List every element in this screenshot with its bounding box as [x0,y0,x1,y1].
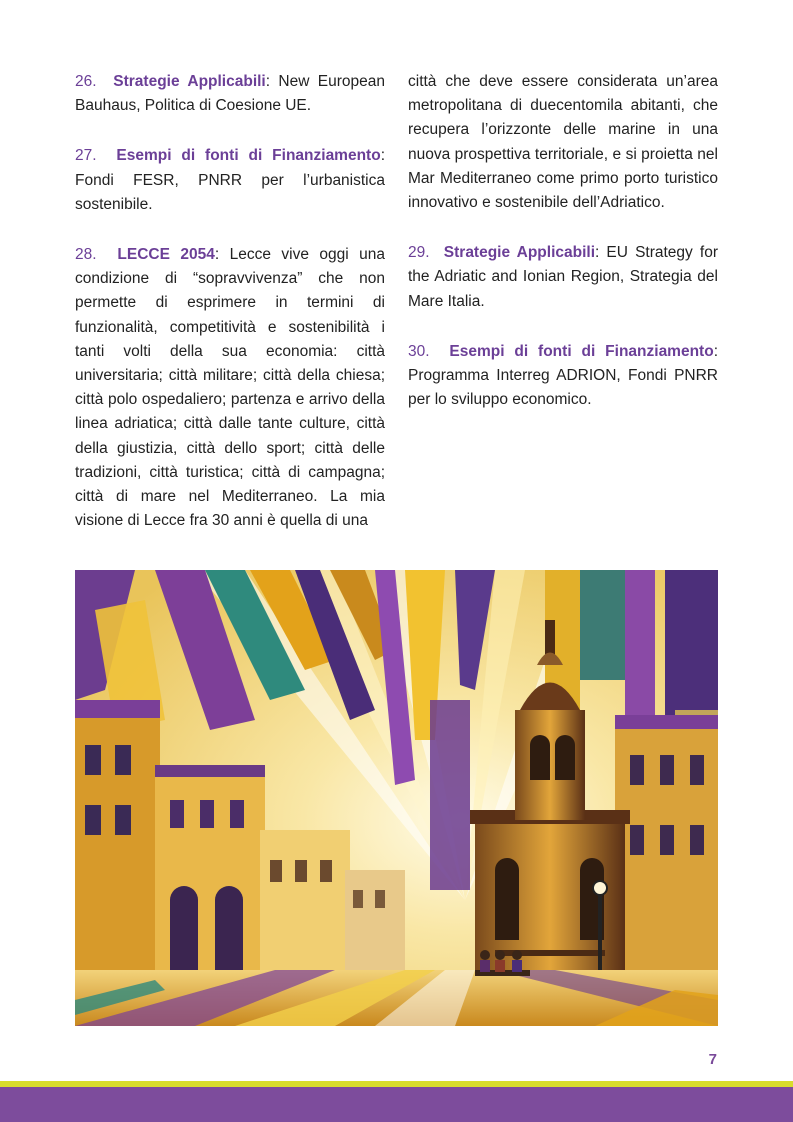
paragraph-heading: Esempi di fonti di Finanziamento [116,147,381,165]
illustration-canvas [75,570,718,1026]
paragraph-heading: Strategie Applicabili [443,244,596,262]
paragraph-27 [75,144,385,217]
paragraph-number: 27. [75,147,97,165]
paragraph-heading: Strategie Applicabili [113,73,266,90]
paragraph-number: 28. [75,246,97,264]
left-column [75,70,385,533]
paragraph-number: 26. [75,73,97,90]
paragraph-text: : Lecce vive oggi una condizione di “sopravvivenza” che non permette di esprimere in termini di funzionalità, competitività e sostenibilità i tanti volti della sua economia: città universitaria; città militare; città della chiesa; città polo ospedaliero; partenza e arrivo della linea adriatica; città dalle tante culture, città della giustizia, città dello sport; città delle tradizioni, città turistica; città di campagna; città di mare nel Mediterraneo. La mia visione di Lecce fra 30 anni è quella di una [75,246,385,530]
paragraph-text: : Fondi FESR, PNRR per l’urbanistica sostenibile. [75,147,385,213]
paragraph-30 [408,340,718,413]
paragraph-28-continued [408,70,718,215]
right-column [408,70,718,412]
plaza-ground [75,970,718,1026]
paragraph-number: 29. [408,244,430,262]
paragraph-text: : Programma Interreg ADRION, Fondi PNRR per lo sviluppo economico. [408,342,718,409]
paragraph-heading: Esempi di fonti di Finanziamento [449,342,714,360]
paragraph-29 [408,241,718,314]
paragraph-text: : EU Strategy for the Adriatic and Ionian Region, Strategia del Mare Italia. [408,244,718,310]
paragraph-26 [75,70,385,118]
lecce-city-illustration [75,570,718,1026]
page-number: 7 [708,1051,717,1068]
paragraph-number: 30. [408,342,430,360]
paragraph-heading: LECCE 2054 [117,246,215,264]
paragraph-text: città che deve essere considerata un’area metropolitana di duecentomila abitanti, che recupera l’orizzonte delle marine in una nuova prospettiva territoriale, e si proietta nel Mar Mediterraneo come primo porto turistico innovativo e sostenibile dell’Adriatico. [408,73,718,212]
paragraph-28 [75,243,385,533]
people-on-bench [475,950,530,976]
footer-band-purple [0,1087,793,1122]
paragraph-text: : New European Bauhaus, Politica di Coesione UE. [75,73,385,115]
